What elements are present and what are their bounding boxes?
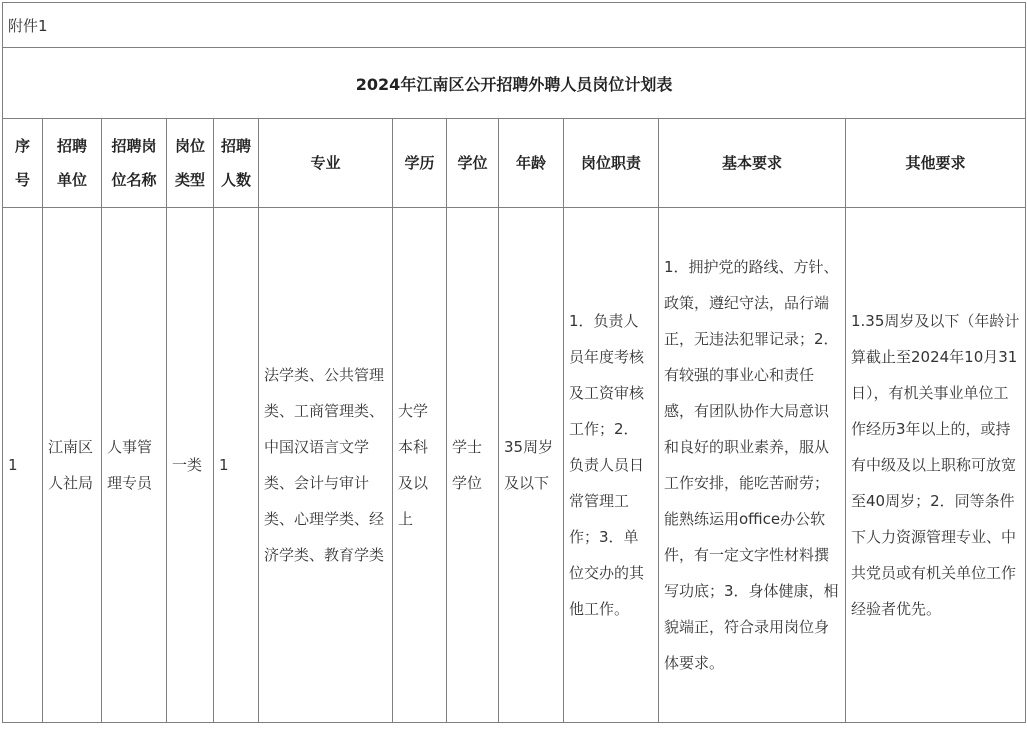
header-row [3,119,1026,208]
cell-major-text: 法学类、公共管理类、工商管理类、中国汉语言文学类、会计与审计类、心理学类、经济学类、教育学类 [264,366,385,564]
header-duties: 岗位职责 [564,119,659,208]
cell-duties [564,208,659,723]
cell-major [259,208,393,723]
cell-position-type: 一类 [167,208,214,723]
cell-degree [447,208,499,723]
table-row [3,208,1026,723]
header-unit: 招聘 单位 [43,119,102,208]
annex-row [3,3,1026,48]
title-row [3,48,1026,119]
cell-count: 1 [214,208,259,723]
header-education: 学历 [393,119,447,208]
cell-other-requirements [846,208,1026,723]
header-count: 招聘 人数 [214,119,259,208]
cell-unit-text: 江南区人社局 [48,438,94,492]
cell-degree-text: 学士学位 [452,438,483,492]
header-age: 年龄 [499,119,564,208]
header-seq: 序 号 [3,119,43,208]
header-major: 专业 [259,119,393,208]
header-position-name: 招聘岗 位名称 [102,119,167,208]
cell-age [499,208,564,723]
cell-duties-text: 1．负责人员年度考核及工资审核工作；2．负责人员日常管理工作；3．单位交办的其他工作。 [569,312,645,618]
recruitment-plan-table [2,2,1026,723]
header-basic-requirements: 基本要求 [659,119,846,208]
cell-other-requirements-text: 1.35周岁及以下（年龄计算截止至2024年10月31日），有机关事业单位工作经历3年以上的，或持有中级及以上职称可放宽至40周岁；2．同等条件下人力资源管理专业、中共党员或有机关单位工作经验者优先。 [851,312,1020,618]
header-position-type: 岗位 类型 [167,119,214,208]
cell-position-name [102,208,167,723]
cell-position-name-text: 人事管理专员 [107,438,153,492]
cell-basic-requirements [659,208,846,723]
table-title: 2024年江南区公开招聘外聘人员岗位计划表 [3,48,1026,119]
cell-unit [43,208,102,723]
cell-education [393,208,447,723]
header-other-requirements: 其他要求 [846,119,1026,208]
cell-age-text: 35周岁及以下 [504,438,554,492]
cell-education-text: 大学本科及以上 [398,402,429,528]
header-degree: 学位 [447,119,499,208]
cell-seq: 1 [3,208,43,723]
annex-label: 附件1 [3,3,1026,48]
cell-basic-requirements-text: 1．拥护党的路线、方针、政策，遵纪守法，品行端正，无违法犯罪记录；2．有较强的事业心和责任感，有团队协作大局意识和良好的职业素养，服从工作安排，能吃苦耐劳；能熟练运用office办公软件，有一定文字性材料撰写功底；3．身体健康，相貌端正，符合录用岗位身体要求。 [664,258,839,672]
